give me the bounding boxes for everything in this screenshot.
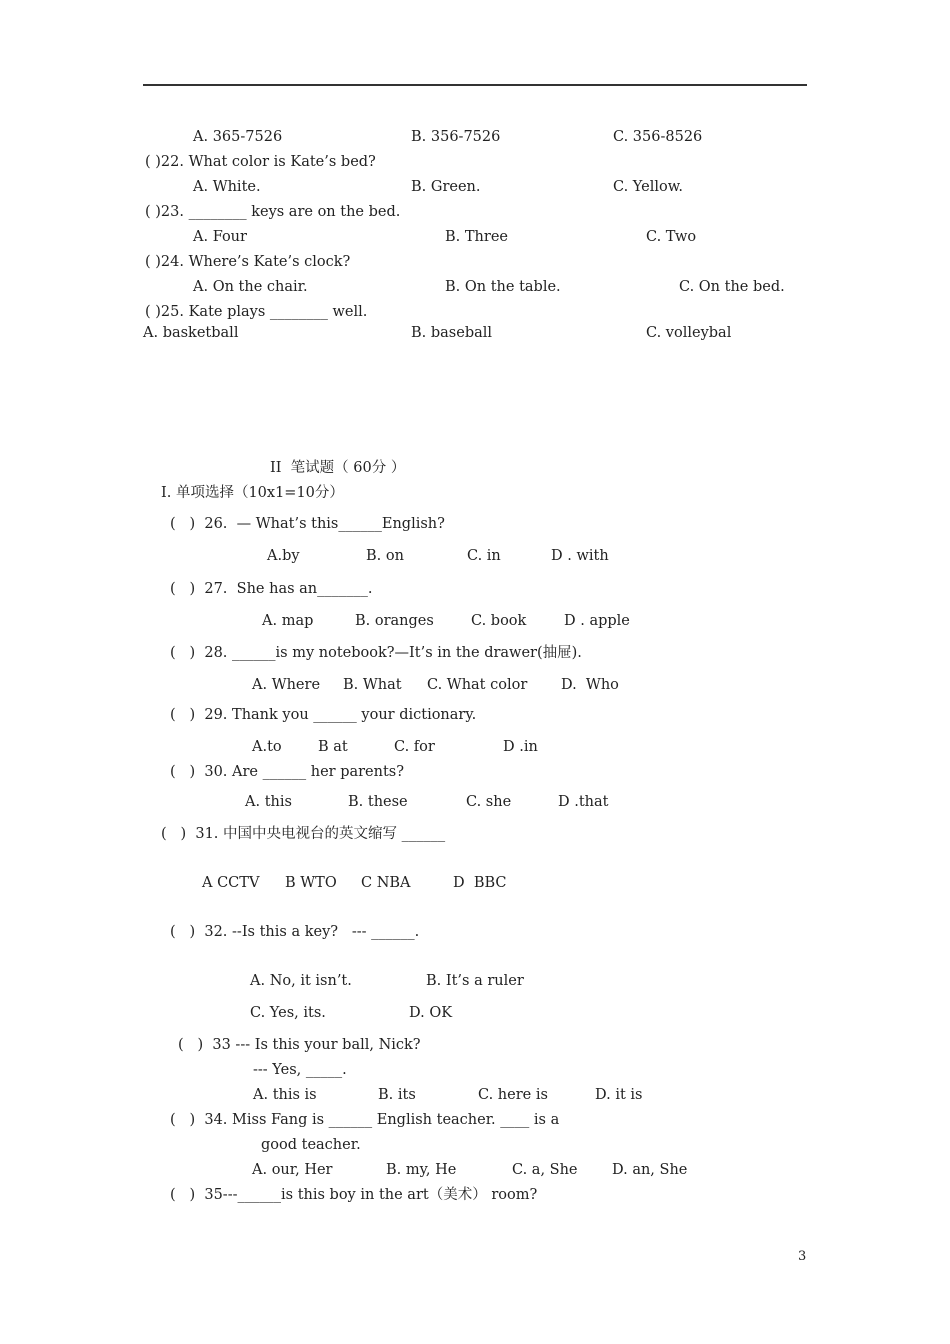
q29-option-c: C. for	[394, 739, 435, 755]
q34-stem: ( ) 34. Miss Fang is ______ English teacher. ____ is a	[170, 1112, 560, 1128]
q34-stem-line2: good teacher.	[261, 1137, 361, 1153]
q31-stem: ( ) 31. 中国中央电视台的英文缩写 ______	[161, 826, 446, 842]
q33-option-d: D. it is	[595, 1087, 643, 1103]
q33-option-c: C. here is	[478, 1087, 548, 1103]
q34-option-a: A. our, Her	[252, 1162, 333, 1178]
q34-option-d: D. an, She	[612, 1162, 688, 1178]
q33-option-a: A. this is	[253, 1087, 317, 1103]
q26-option-c: C. in	[467, 548, 501, 564]
q28-option-c: C. What color	[427, 677, 528, 693]
q30-option-d: D .that	[558, 794, 609, 810]
q30-option-b: B. these	[348, 794, 408, 810]
q23-stem: ( )23. ________ keys are on the bed.	[145, 204, 401, 220]
q30-option-a: A. this	[245, 794, 292, 810]
q26-option-b: B. on	[366, 548, 404, 564]
q33-stem-line2: --- Yes, _____.	[253, 1062, 347, 1078]
q26-option-a: A.by	[267, 548, 300, 564]
q26-stem: ( ) 26. — What’s this______English?	[170, 516, 445, 532]
q31-option-b: B WTO	[285, 875, 337, 891]
q27-stem: ( ) 27. She has an_______.	[170, 581, 373, 597]
q22-option-a: A. White.	[193, 179, 261, 195]
q23-option-a: A. Four	[193, 229, 247, 245]
q27-option-c: C. book	[471, 613, 527, 629]
q32-option-d: D. OK	[409, 1005, 453, 1021]
q35-stem: ( ) 35---______is this boy in the art（美术） room?	[170, 1187, 538, 1203]
q28-option-a: A. Where	[252, 677, 321, 693]
q34-option-b: B. my, He	[386, 1162, 457, 1178]
q27-option-b: B. oranges	[355, 613, 434, 629]
q34-option-c: C. a, She	[512, 1162, 578, 1178]
page-number: 3	[798, 1249, 807, 1264]
q32-option-c: C. Yes, its.	[250, 1005, 326, 1021]
q31-option-c: C NBA	[361, 875, 411, 891]
q24-option-b: B. On the table.	[445, 279, 561, 295]
q25-stem: ( )25. Kate plays ________ well.	[145, 304, 368, 320]
q29-stem: ( ) 29. Thank you ______ your dictionary.	[170, 707, 477, 723]
q27-option-a: A. map	[262, 613, 314, 629]
q28-option-d: D. Who	[561, 677, 619, 693]
q23-option-c: C. Two	[646, 229, 697, 245]
q29-option-d: D .in	[503, 739, 538, 755]
q32-option-b: B. It’s a ruler	[426, 973, 524, 989]
part-i-heading: I. 单项选择（10x1=10分）	[161, 485, 344, 501]
header-rule	[143, 84, 807, 86]
q21-option-c: C. 356-8526	[613, 129, 703, 145]
q26-option-d: D . with	[551, 548, 609, 564]
q25-option-a: A. basketball	[143, 325, 239, 341]
q30-stem: ( ) 30. Are ______ her parents?	[170, 764, 405, 780]
q33-option-b: B. its	[378, 1087, 416, 1103]
q33-stem: ( ) 33 --- Is this your ball, Nick?	[178, 1037, 421, 1053]
q31-option-a: A CCTV	[202, 875, 260, 891]
q24-stem: ( )24. Where’s Kate’s clock?	[145, 254, 351, 270]
q28-option-b: B. What	[343, 677, 402, 693]
q22-option-c: C. Yellow.	[613, 179, 683, 195]
q32-option-a: A. No, it isn’t.	[250, 973, 352, 989]
q27-option-d: D . apple	[564, 613, 630, 629]
q29-option-b: B at	[318, 739, 348, 755]
q25-option-c: C. volleybal	[646, 325, 732, 341]
q30-option-c: C. she	[466, 794, 512, 810]
q24-option-a: A. On the chair.	[193, 279, 308, 295]
q31-option-d: D BBC	[453, 875, 507, 891]
q28-stem: ( ) 28. ______is my notebook?—It’s in the drawer(抽屉).	[170, 645, 582, 661]
q23-option-b: B. Three	[445, 229, 508, 245]
q29-option-a: A.to	[252, 739, 282, 755]
q24-option-c: C. On the bed.	[679, 279, 785, 295]
section-ii-heading: II 笔试题（ 60分 ）	[270, 460, 406, 476]
q22-option-b: B. Green.	[411, 179, 481, 195]
q32-stem: ( ) 32. --Is this a key? --- ______.	[170, 924, 420, 940]
q25-option-b: B. baseball	[411, 325, 493, 341]
q21-option-b: B. 356-7526	[411, 129, 501, 145]
q22-stem: ( )22. What color is Kate’s bed?	[145, 154, 376, 170]
q21-option-a: A. 365-7526	[193, 129, 283, 145]
